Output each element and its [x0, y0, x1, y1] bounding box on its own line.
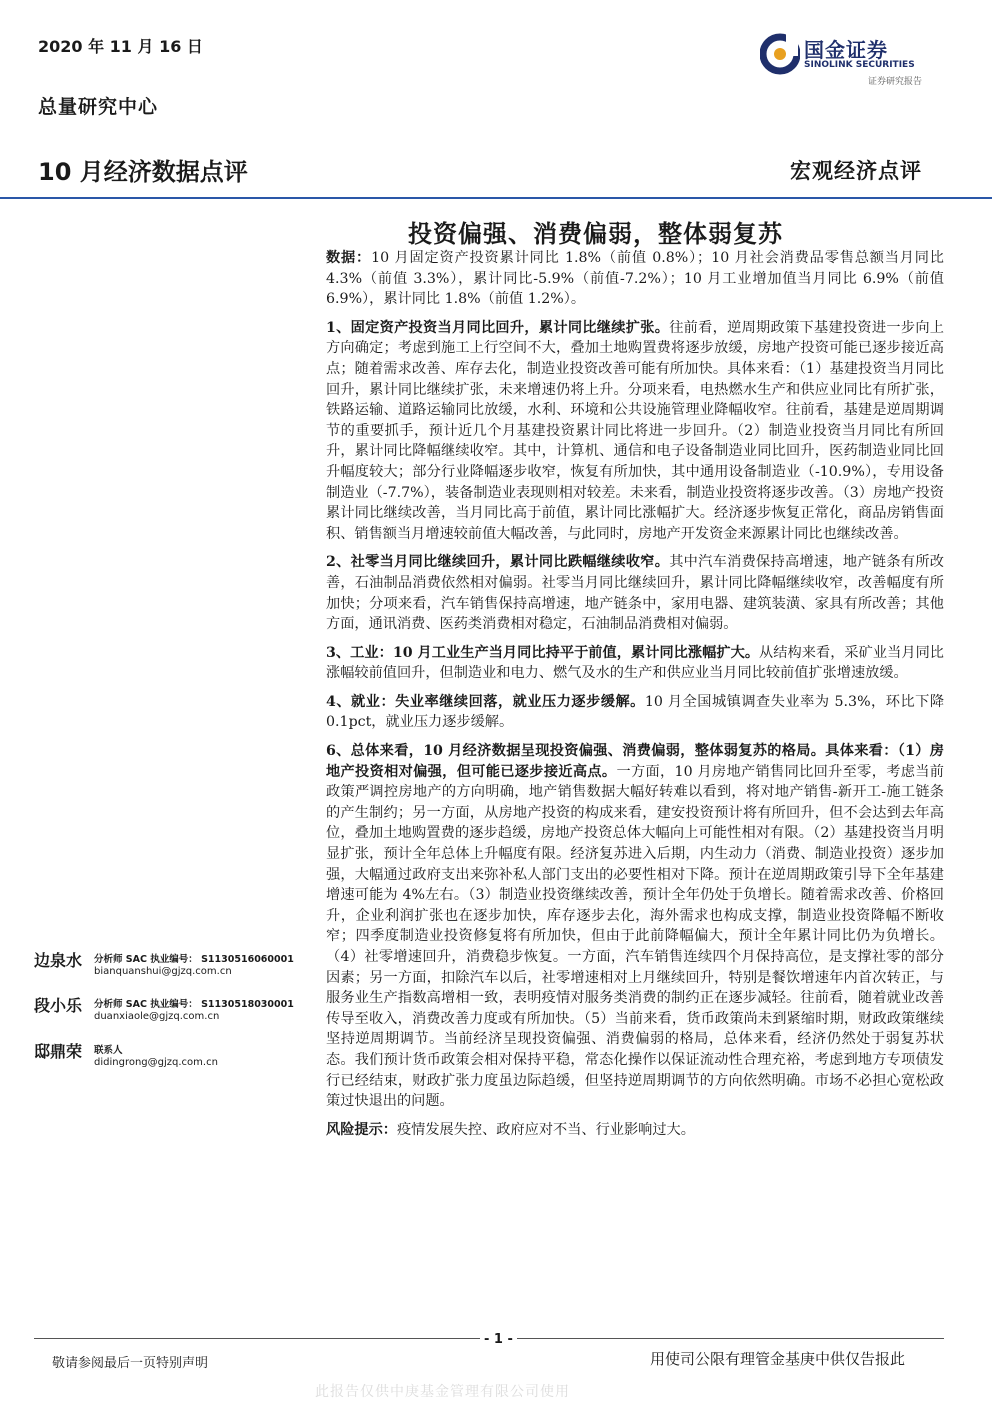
analyst-email[interactable]: didingrong@gjzq.com.cn: [94, 1057, 218, 1068]
analyst-email[interactable]: duanxiaole@gjzq.com.cn: [94, 1011, 220, 1022]
section-employment: [326, 692, 944, 733]
report-date: 2020 年 11 月 16 日: [38, 37, 203, 56]
footer-right-text: 用使司公限有理管金基庚中供仅告报此: [650, 1350, 906, 1368]
research-center: 总量研究中心: [38, 96, 159, 118]
analyst-role: 联系人: [94, 1045, 123, 1056]
section-bold: 数据：: [326, 250, 372, 266]
section-risk: [326, 1120, 944, 1141]
section-bold: 2、社零当月同比继续回升，累计同比跌幅继续收窄。: [326, 554, 670, 571]
section-bold: 风险提示：: [326, 1121, 397, 1138]
section-bold: 3、工业：10 月工业生产当月同比持平于前值，累计同比涨幅扩大。: [326, 644, 760, 661]
section-text: 往前看，逆周期政策下基建投资进一步向上方向确定；考虑到施工上行空间不大，叠加土地购置费将逐步放缓，房地产投资可能已逐步接近高点；随着需求改善、库存去化，制造业投资改善可能有所加快。具体来看：（1）基建投资当月同比回升，累计同比继续扩张，未来增速仍将上升。分项来看，电热燃水生产和供应业同比有所扩张，铁路运输、道路运输同比放缓，水利、环境和公共设施管理业降幅收窄。往前看，基建是逆周期调节的重要抓手，预计近几个月基建投资累计同比将进一步回升。（2）制造业投资当月同比有所回升，累计同比降幅继续收窄。其中，计算机、通信和电子设备制造业同比回升，医药制造业同比回升幅度较大；部分行业降幅逐步收窄，恢复有所加快，其中通用设备制造业（-10.9%），专用设备制造业（-7.7%），装备制造业表现则相对较差。未来看，制造业投资将逐步改善。（3）房地产投资累计同比继续改善，当月同比高于前值，累计同比涨幅扩大。经济逐步恢复正常化，商品房销售面积、销售额当月增速较前值大幅改善，与此同时，房地产开发资金来源累计同比也继续改善。: [326, 319, 944, 542]
logo-icon: [760, 32, 800, 76]
section-industry: [326, 643, 944, 684]
section-text: 其中汽车消费保持高增速，地产链条有所改善，石油制品消费依然相对偏弱。社零当月同比继续回升，累计同比降幅继续收窄，改善幅度有所加快；分项来看，汽车销售保持高增速，地产链条中，家用电器、建筑装潢、家具有所改善；其他方面，通讯消费、医药类消费相对稳定，石油制品消费相对偏弱。: [326, 554, 944, 633]
section-text: 10 月全国城镇调查失业率为 5.3%，环比下降 0.1pct，就业压力逐步缓解。: [326, 693, 945, 731]
analyst-name: 边泉水: [34, 951, 83, 970]
section-text: 疫情发展失控、政府应对不当、行业影响过大。: [396, 1121, 695, 1138]
section-data: [326, 248, 944, 310]
section-overall: [326, 741, 944, 1112]
report-body: [326, 248, 944, 1148]
section-text: 一方面，10 月房地产销售同比回升至零，考虑当前政策严调控房地产的方向明确，地产销售数据大幅好转难以看到，将对地产销售-新开工-施工链条的产生制约；另一方面，从房地产投资的构成来看，建安投资预计将有所回升，但不会达到去年高位，叠加土地购置费的逐步趋缓，房地产投资总体大幅向上可能性相对有限。（2）基建投资当月明显扩张，预计全年总体上升幅度有限。经济复苏进入后期，内生动力（消费、制造业投资）逐步加强，大幅通过政府支出来弥补私人部门支出的必要性相对下降。预计在逆周期政策引导下全年基建增速可能为 4%左右。（3）制造业投资继续改善，预计全年仍处于负增长。随着需求改善、价格回升，企业利润扩张也在逐步加快，库存逐步去化，海外需求也构成支撑，制造业投资降幅不断收窄；四季度制造业投资修复将有所加快，但由于此前降幅偏大，预计全年累计同比仍为负增长。（4）社零增速回升，消费稳步恢复。一方面，汽车销售连续四个月保持高位，是支撑社零的部分因素；另一方面，扣除汽车以后，社零增速相对上月继续回升，特别是餐饮增速年内首次转正，与服务业生产指数高增相一致，表明疫情对服务类消费的制约正在逐步减轻。往前看，随着就业改善传导至收入，消费改善力度或有所加快。（5）当前来看，货币政策尚未到紧缩时期，财政政策继续坚持逆周期调节。当前经济呈现投资偏强、消费偏弱的格局，总体来看，经济仍然处于弱复苏状态。我们预计货币政策会相对保持平稳，常态化操作以保证流动性合理充裕，考虑到地方专项债发行已经结束，财政扩张力度虽边际趋缓，但坚持逆周期调节的方向依然明确。市场不必担心宽松政策过快退出的问题。: [326, 763, 944, 1110]
section-bold: 1、固定资产投资当月同比回升，累计同比继续扩张。: [326, 319, 670, 336]
logo-sub: 证券研究报告: [868, 77, 923, 87]
analyst-role: 分析师 SAC 执业编号： S1130516060001: [94, 954, 294, 965]
brand-logo: [760, 30, 960, 90]
section-bold: 6、总体来看，10 月经济数据呈现投资偏强、消费偏弱，整体弱复苏的格局。具体来看：（1）房地产投资相对偏强，但可能已逐步接近高点。: [326, 743, 944, 780]
analyst-email[interactable]: bianquanshui@gjzq.com.cn: [94, 966, 232, 977]
section-retail: [326, 552, 944, 634]
analyst-name: 邸鼎荣: [34, 1042, 83, 1061]
section-bold: 4、就业：失业率继续回落，就业压力逐步缓解。: [326, 693, 645, 710]
report-title: 10 月经济数据点评: [38, 158, 248, 186]
logo-en: SINOLINK SECURITIES: [804, 60, 915, 70]
section-investment: [326, 318, 944, 545]
report-type: 宏观经济点评: [790, 158, 922, 183]
header-divider: [0, 197, 992, 199]
footer-disclaimer: 敬请参阅最后一页特别声明: [52, 1356, 209, 1371]
main-heading: 投资偏强、消费偏弱，整体弱复苏: [408, 219, 783, 248]
section-text: 从结构来看，采矿业当月同比涨幅较前值回升，但制造业和电力、燃气及水的生产和供应业当月同比较前值扩张增速放缓。: [326, 644, 944, 682]
analyst-role: 分析师 SAC 执业编号： S1130518030001: [94, 999, 294, 1010]
section-text: 10 月固定资产投资累计同比 1.8%（前值 0.8%）；10 月社会消费品零售总额当月同比 4.3%（前值 3.3%），累计同比-5.9%（前值-7.2%）；10 月工业增加值当月同比 6.9%（前值 6.9%），累计同比 1.8%（前值 1.2%）。: [326, 250, 944, 308]
page-number: - 1 -: [480, 1332, 517, 1347]
analyst-name: 段小乐: [34, 996, 83, 1015]
logo-cn: 国金证券: [804, 38, 888, 62]
watermark: 此报告仅供中庚基金管理有限公司使用: [315, 1384, 570, 1400]
